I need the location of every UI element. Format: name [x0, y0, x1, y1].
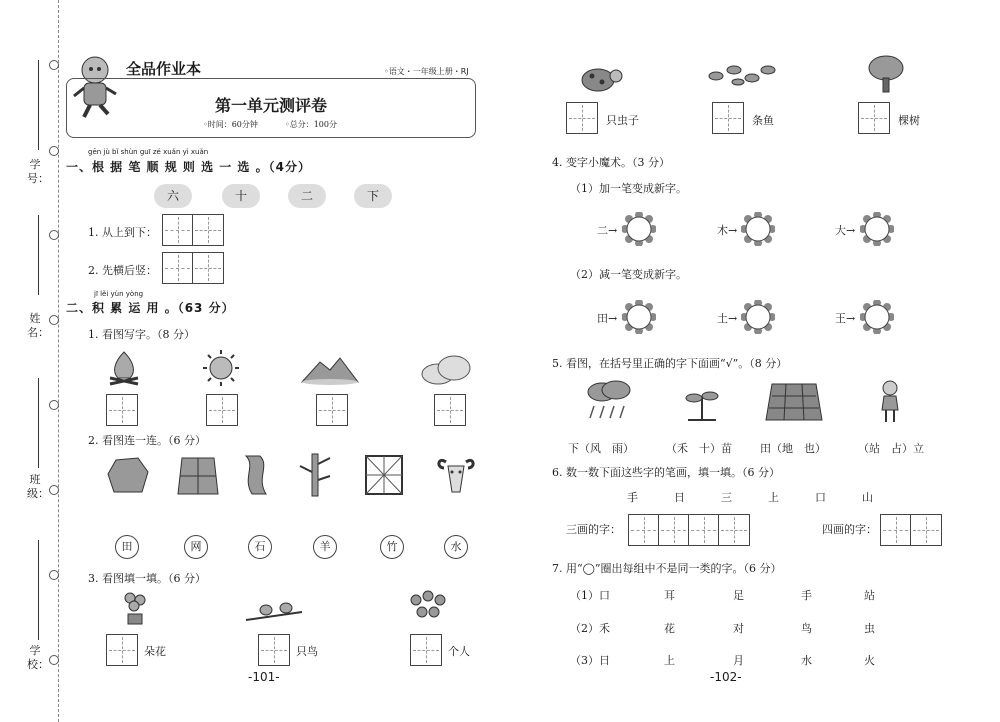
- section1-title: 一、根 据 笔 顺 规 则 选 一 选 。（4分）: [66, 160, 311, 174]
- char-circle[interactable]: 网: [184, 535, 208, 559]
- rain-image: [584, 380, 634, 424]
- binding-line: [38, 60, 39, 150]
- label-class: 班级：: [27, 473, 49, 500]
- question-5: 5. 看图，在括号里正确的字下面画“√”。（8 分）: [552, 357, 788, 370]
- char-circle[interactable]: 竹: [380, 535, 404, 559]
- flowers-image: [120, 590, 150, 626]
- unit-label: 个人: [448, 645, 470, 658]
- four-stroke-label: 四画的字：: [822, 523, 877, 536]
- goat-image: [434, 452, 478, 498]
- answer-box[interactable]: [316, 394, 348, 426]
- sprout-image: [682, 384, 722, 424]
- answer-box[interactable]: [206, 394, 238, 426]
- unit-label: 只鸟: [296, 645, 318, 658]
- arrow-char: 木→: [717, 224, 738, 237]
- binding-line: [38, 215, 39, 295]
- group-char[interactable]: 花: [664, 622, 675, 635]
- farmland-image: [764, 380, 824, 424]
- cloud-image: [418, 352, 474, 388]
- punch-hole: [49, 400, 59, 410]
- page-number-right: -102-: [710, 670, 742, 684]
- tree-image: [866, 52, 906, 94]
- stroke-char: 山: [862, 491, 873, 504]
- answer-box[interactable]: [106, 394, 138, 426]
- water-image: [238, 452, 274, 498]
- arrow-char: 土→: [717, 312, 738, 325]
- stroke-char: 三: [721, 491, 732, 504]
- group-char[interactable]: （3）日: [570, 654, 610, 667]
- three-stroke-label: 三画的字：: [566, 523, 621, 536]
- fish-image: [704, 60, 780, 90]
- char-cloud: 下: [354, 184, 392, 208]
- group-char[interactable]: 鸟: [801, 622, 812, 635]
- label-school: 学校：: [27, 644, 49, 671]
- answer-box[interactable]: [410, 634, 442, 666]
- group-char[interactable]: 站: [864, 589, 875, 602]
- label-student-no: 学号：: [27, 158, 49, 185]
- flower-answer-slot[interactable]: [622, 212, 656, 246]
- char-circle[interactable]: 石: [248, 535, 272, 559]
- girl-standing-image: [876, 378, 904, 426]
- punch-hole: [49, 60, 59, 70]
- punch-hole: [49, 315, 59, 325]
- question-1: 1. 看图写字。（8 分）: [88, 328, 195, 341]
- arrow-char: 大→: [835, 224, 856, 237]
- stroke-char: 上: [768, 491, 779, 504]
- unit-label: 棵树: [898, 114, 920, 127]
- page-title: 第一单元测评卷: [214, 96, 327, 115]
- group-char[interactable]: 上: [664, 654, 675, 667]
- question-4-1: （1）加一笔变成新字。: [570, 182, 687, 195]
- mountain-image: [300, 354, 360, 386]
- rock-image: [104, 454, 150, 496]
- binding-line: [38, 540, 39, 640]
- group-char[interactable]: 手: [801, 589, 812, 602]
- answer-box[interactable]: [106, 634, 138, 666]
- answer-box[interactable]: [258, 634, 290, 666]
- answer-box[interactable]: [858, 102, 890, 134]
- char-cloud: 十: [222, 184, 260, 208]
- group-char[interactable]: 火: [864, 654, 875, 667]
- group-char[interactable]: 水: [801, 654, 812, 667]
- sun-image: [200, 348, 242, 388]
- answer-box[interactable]: [566, 102, 598, 134]
- char-circle[interactable]: 田: [115, 535, 139, 559]
- answer-grid[interactable]: [162, 214, 224, 246]
- section2-pinyin: jī lěi yùn yòng: [94, 290, 144, 298]
- question-4: 4. 变字小魔术。（3 分）: [552, 156, 670, 169]
- choice-option[interactable]: （禾 十）苗: [666, 442, 732, 455]
- fire-image: [104, 348, 144, 388]
- char-cloud: 二: [288, 184, 326, 208]
- bamboo-image: [298, 452, 334, 498]
- group-char[interactable]: 月: [733, 654, 744, 667]
- stroke-char: 口: [815, 491, 826, 504]
- group-char[interactable]: 虫: [864, 622, 875, 635]
- page-number-left: -101-: [248, 670, 280, 684]
- section2-title: 二、积 累 运 用 。（63 分）: [66, 301, 235, 315]
- answer-box[interactable]: [434, 394, 466, 426]
- flower-answer-slot[interactable]: [860, 300, 894, 334]
- char-circle[interactable]: 羊: [313, 535, 337, 559]
- group-char[interactable]: 足: [733, 589, 744, 602]
- group-char[interactable]: 耳: [664, 589, 675, 602]
- question-4-2: （2）减一笔变成新字。: [570, 268, 687, 281]
- section1-pinyin: gēn jù bǐ shùn guī zé xuǎn yì xuǎn: [88, 148, 209, 156]
- flower-answer-slot[interactable]: [741, 300, 775, 334]
- char-circle[interactable]: 水: [444, 535, 468, 559]
- flower-answer-slot[interactable]: [741, 212, 775, 246]
- flower-answer-slot[interactable]: [860, 212, 894, 246]
- cut-line: [58, 0, 59, 722]
- subject-label: ◦语文・一年级上册・RJ: [384, 67, 469, 76]
- stroke-char: 日: [674, 491, 685, 504]
- unit-label: 只虫子: [606, 114, 639, 127]
- unit-label: 朵花: [144, 645, 166, 658]
- arrow-char: 王→: [835, 312, 856, 325]
- people-image: [408, 588, 448, 626]
- birds-image: [244, 596, 304, 626]
- title-box: [66, 78, 476, 138]
- brand-logo-text: 全品作业本: [126, 60, 202, 78]
- punch-hole: [49, 230, 59, 240]
- punch-hole: [49, 146, 59, 156]
- punch-hole: [49, 485, 59, 495]
- question-3: 3. 看图填一填。（6 分）: [88, 572, 206, 585]
- binding-line: [38, 378, 39, 468]
- group-char[interactable]: （1）口: [570, 589, 610, 602]
- net-image: [362, 452, 406, 498]
- choice-option[interactable]: 下（风 雨）: [568, 442, 634, 455]
- arrow-char: 二→: [597, 224, 618, 237]
- arrow-char: 田→: [597, 312, 618, 325]
- answer-grid[interactable]: [162, 252, 224, 284]
- choice-option[interactable]: 田（地 也）: [760, 442, 826, 455]
- time-limit: ◦时间：60分钟: [203, 120, 258, 129]
- question-2: 2. 看图连一连。（6 分）: [88, 434, 206, 447]
- question-label: 1. 从上到下：: [88, 226, 157, 239]
- total-score: ◦总分：100分: [285, 120, 337, 129]
- question-6: 6. 数一数下面这些字的笔画，填一填。（6 分）: [552, 466, 780, 479]
- question-7: 7. 用“◯”圈出每组中不是同一类的字。（6 分）: [552, 562, 782, 575]
- char-cloud: 六: [154, 184, 192, 208]
- group-char[interactable]: 对: [733, 622, 744, 635]
- flower-answer-slot[interactable]: [622, 300, 656, 334]
- choice-option[interactable]: （站 占）立: [858, 442, 924, 455]
- stroke-char: 手: [627, 491, 638, 504]
- three-stroke-grid[interactable]: [628, 514, 750, 546]
- label-name: 姓名：: [27, 312, 49, 339]
- question-label: 2. 先横后竖：: [88, 264, 157, 277]
- group-char[interactable]: （2）禾: [570, 622, 610, 635]
- four-stroke-grid[interactable]: [880, 514, 942, 546]
- punch-hole: [49, 570, 59, 580]
- unit-label: 条鱼: [752, 114, 774, 127]
- punch-hole: [49, 655, 59, 665]
- answer-box[interactable]: [712, 102, 744, 134]
- field-image: [176, 454, 220, 498]
- ladybug-image: [578, 62, 626, 94]
